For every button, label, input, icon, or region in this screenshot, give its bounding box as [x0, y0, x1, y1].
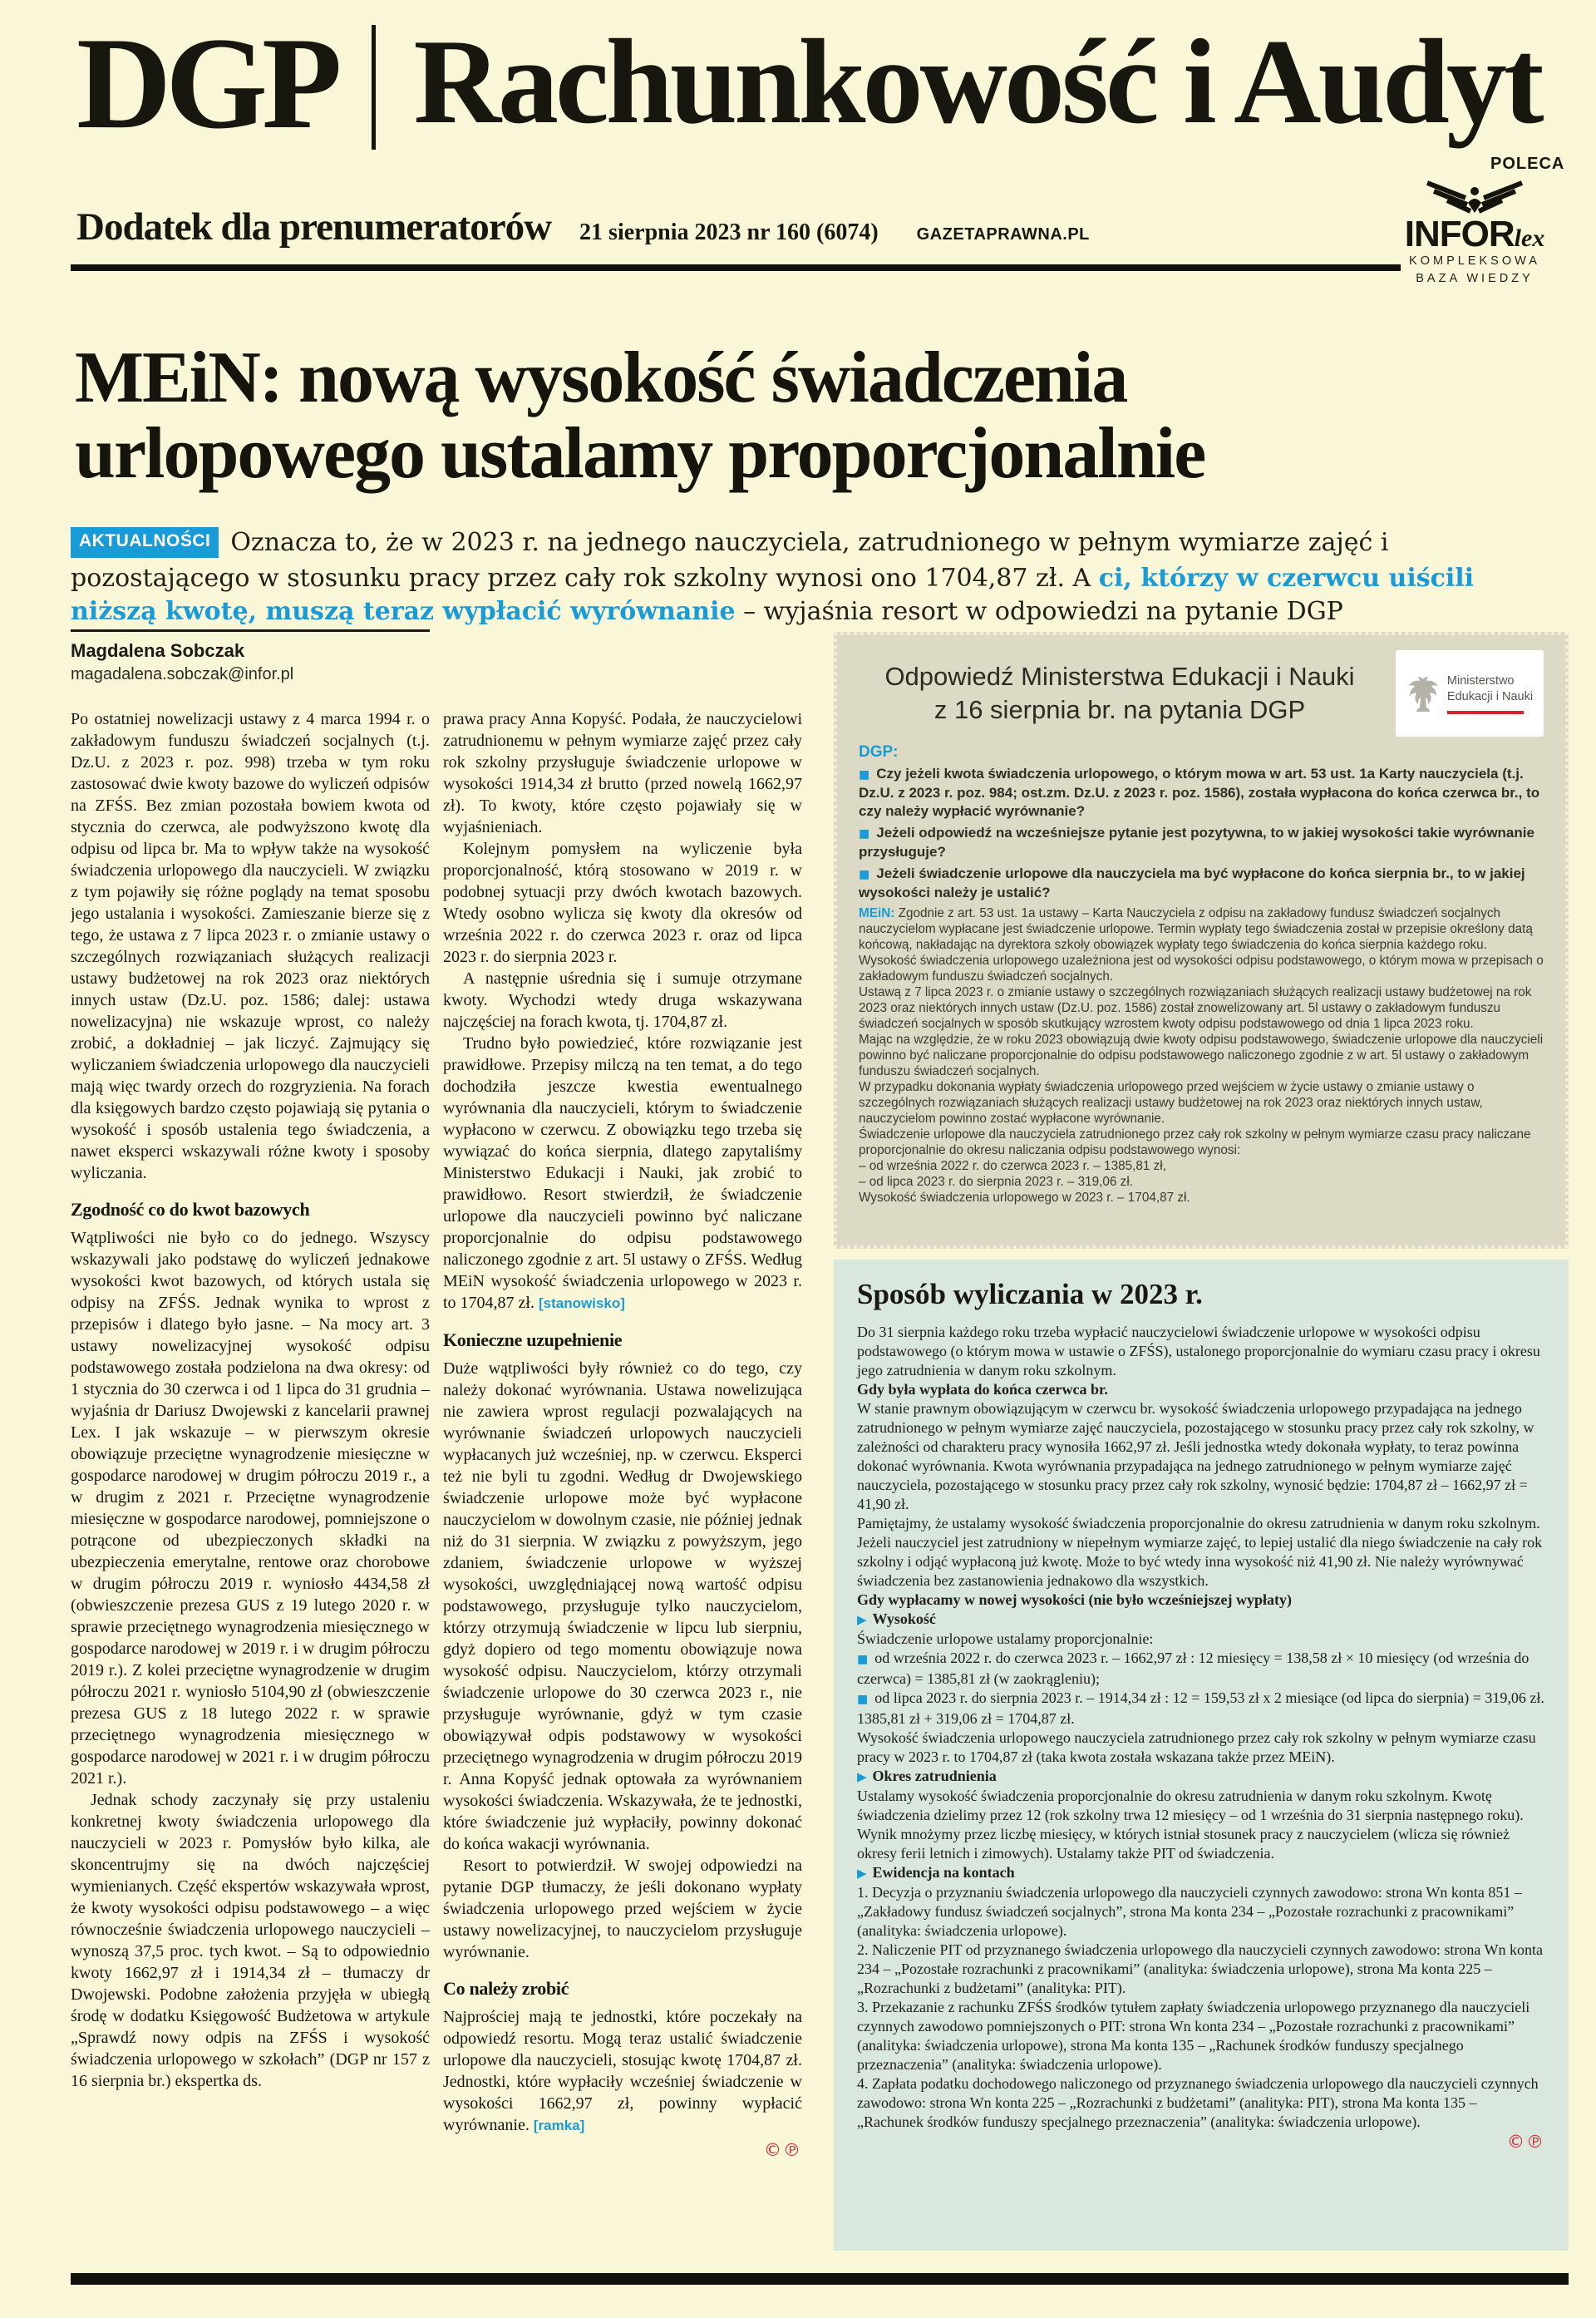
- arrow-icon: ▶: [857, 1866, 867, 1881]
- ministry-answer: [859, 905, 1544, 1206]
- lead-highlight: ci, którzy w czerwcu uiścili niższą kwotę, muszą teraz wypłacić wyrównanie: [71, 563, 1475, 627]
- paragraph: Po ostatniej nowelizacji ustawy z 4 marca 1994 r. o zakładowym funduszu świadczeń socjalnych (t.j. Dz.U. z 2023 r. poz. 998) trzeba w tym roku zastosować dwie kwoty bazowe do wyliczeń odpisów na ZFŚS. Bez zmian pozostała bowiem kwota od stycznia do czerwca, ale podwyższono kwotę dla odpisu od lipca br. Ma to wpływ także na wysokość świadczenia urlopowego dla nauczycieli. W związku z tym pojawiły się różne poglądy na temat sposobu jego ustalania i wysokości. Zamieszanie bierze się z tego, że ustawa z 7 lipca 2023 r. o zmianie ustawy o szczególnych rozwiązaniach służących realizacji ustawy budżetowej na rok 2023 oraz niektórych innych ustaw (Dz.U. poz. 1586; dalej: ustawa nowelizacyjna) nie wskazuje wprost, co należy zrobić, a dokładniej – jak liczyć. Zajmujący się wyliczaniem świadczenia urlopowego dla nauczycieli mają więc twardy orzech do rozgryzienia. Na forach dla księgowych bardzo często pojawiają się pytania o wysokość i sposób ustalenia tego świadczenia, a nawet eksperci wskazywali różne kwoty i sposoby wyliczania.: [71, 710, 430, 1182]
- answer-list-item: – od września 2022 r. do czerwca 2023 r. – 1385,81 zł,: [859, 1159, 1166, 1173]
- arrow-icon: ▶: [857, 1612, 867, 1627]
- paragraph: Trudno było powiedzieć, które rozwiązanie jest prawidłowe. Przepisy milczą na ten temat, a do tego dochodziła jeszcze kwestia ewentualnego wyrównania dla nauczycieli, którym to świadczenie wypłacono w czerwcu. Z obowiązku tego trzeba się wywiązać do końca sierpnia, dlatego zapytaliśmy Ministerstwo Edukacji i Nauki, jak zrobić to prawidłowo. Resort stwierdził, że świadczenie urlopowe dla nauczycieli powinno być naliczane proporcjonalnie do odpisu podstawowego naliczonego zgodnie z art. 5l ustawy o ZFŚS. Według MEiN wysokość świadczenia urlopowego w 2023 r. to 1704,87 zł. [stanowisko]: [443, 1034, 802, 1312]
- article-lead: AKTUALNOŚCI Oznacza to, że w 2023 r. na jednego nauczyciela, zatrudnionego w pełnym wymiarze zajęć i pozostającego w stosunku pracy przez cały rok szkolny wynosi ono 1704,87 zł. A ci, którzy w czerwcu uiścili niższą kwotę, muszą teraz wypłacić wyrównanie – wyjaśnia resort w odpowiedzi na pytanie DGP: [71, 528, 1475, 627]
- ministry-logo-underline: [1447, 711, 1524, 714]
- arrow-icon: ▶: [857, 1769, 867, 1784]
- issue-date: 21 sierpnia 2023 nr 160 (6074): [579, 219, 879, 245]
- question-item: ■ Czy jeżeli kwota świadczenia urlopowego, o którym mowa w art. 53 ust. 1a Karty nauczyciela (t.j. Dz.U. z 2023 r. poz. 984; ost.zm. Dz.U. z 2023 r. poz. 1586), została wypłacona do końca czerwca br., to czy należy wypłacić wyrównanie?: [859, 766, 1540, 819]
- paragraph: Wysokość świadczenia urlopowego nauczyciela zatrudnionego przez cały rok szkolny w pełnym wymiarze czasu pracy w 2023 r. to 1704,87 zł (taka kwota została wskazana także przez MEiN).: [857, 1729, 1536, 1765]
- paragraph: Kolejnym pomysłem na wyliczenie była proporcjonalność, którą stosowano w 2019 r. w podobnej sytuacji przy dwóch kwotach bazowych. Wtedy osobno wylicza się kwoty dla okresów od września 2022 r. do czerwca 2023 r. oraz od lipca 2023 r. do sierpnia 2023 r.: [443, 840, 802, 966]
- sub-heading: ▶ Okres zatrudnienia: [857, 1768, 997, 1784]
- ramka-reference-tag: [ramka]: [533, 2118, 585, 2133]
- masthead: [76, 11, 1541, 168]
- bullet-square-icon: ■: [859, 768, 870, 782]
- ministry-logo: [1396, 650, 1544, 737]
- ministry-eagle-icon: [1406, 674, 1440, 713]
- article-headline: MEiN: nową wysokość świadczenia urlopowego ustalamy proporcjonalnie: [75, 337, 1205, 495]
- section-heading: Zgodność co do kwot bazowych: [71, 1199, 310, 1220]
- mein-label: MEiN:: [859, 906, 895, 920]
- numbered-item: 4. Zapłata podatku dochodowego naliczonego od przyznanego świadczenia urlopowego dla nauczycieli czynnych zawodowo: strona Wn konta 225 – „Rozrachunki z budżetami” (analityka: PIT), strona Ma konta 135 – „Rachunek środków funduszy specjalnego przeznaczenia” (analityka: świadczenia urlopowe).: [857, 2075, 1539, 2130]
- section-heading: Co należy zrobić: [443, 1978, 569, 1999]
- poleca-label: POLECA: [1490, 155, 1565, 173]
- author-email: magadalena.sobczak@infor.pl: [71, 665, 294, 683]
- answer-paragraph: Świadczenie urlopowe dla nauczyciela zatrudnionego przez cały rok szkolny w pełnym wymiarze czasu pracy naliczane proporcjonalnie do okresu naliczania odpisu podstawowego wynosi:: [859, 1127, 1531, 1157]
- infor-wordmark: INFORlex: [1404, 214, 1545, 254]
- calculation-box: [834, 1260, 1569, 2251]
- byline-rule: [71, 629, 430, 632]
- numbered-item: 1. Decyzja o przyznaniu świadczenia urlopowego dla nauczycieli czynnych zawodowo: strona Wn konta 851 – „Zakładowy fundusz świadczeń socjalnych”, strona Ma konta 234 – „Pozostałe rozrachunki z pracownikami” (analityka: świadczenia urlopowe).: [857, 1884, 1522, 1939]
- dgp-question-label: DGP:: [859, 743, 899, 761]
- website-label: GAZETAPRAWNA.PL: [916, 225, 1090, 244]
- subscriber-supplement-label: Dodatek dla prenumeratorów: [76, 205, 552, 249]
- sub-heading: Gdy wypłacamy w nowej wysokości (nie było wcześniejszej wypłaty): [857, 1591, 1292, 1608]
- paragraph: W stanie prawnym obowiązującym w czerwcu br. wysokość świadczenia urlopowego przypadająca na jednego zatrudnionego w pełnym wymiarze zajęć nauczyciela, pozostającego w stosunku pracy przez cały rok szkolny, w zależności od charakteru pracy wynosiła 1662,97 zł. Jeśli jednostka wtedy dokonała wypłaty, to teraz powinna dokonać wyrównania. Kwota wyrównania przypadająca na jednego zatrudnionego w pełnym wymiarze zajęć nauczyciela, pozostającego w stosunku pracy przez cały rok szkolny, wynosić będzie: 1704,87 zł – 1662,97 zł = 41,90 zł.: [857, 1400, 1534, 1512]
- bullet-square-icon: ■: [857, 1653, 869, 1666]
- masthead-subrow: [76, 205, 1090, 249]
- bullet-item: ■ od lipca 2023 r. do sierpnia 2023 r. – 1914,34 zł : 12 = 159,53 zł x 2 miesiące (od lipca do sierpnia) = 319,06 zł.: [857, 1689, 1544, 1706]
- paragraph: Duże wątpliwości były również co do tego, czy należy dokonać wyrównania. Ustawa nowelizująca nie zawiera wprost regulacji pozwalających na wyrównanie świadczeń urlopowych nauczycieli wypłacanych już wcześniej, np. w czerwcu. Eksperci też nie byli tu zgodni. Według dr Dwojewskiego świadczenie urlopowe może być wypłacone nauczycielom w dowolnym czasie, nie później jednak niż do 31 sierpnia. W związku z powyższym, jego zdaniem, świadczenie urlopowe w wyższej wysokości, uwzględniającej nową wartość odpisu podstawowego, przysługuje tylko nauczycielom, którzy otrzymują świadczenie w lipcu lub sierpniu, gdyż dopiero od tego momentu obowiązuje nowa wysokość odpisu. Nauczycielom, którzy otrzymali świadczenie urlopowe do 30 czerwca 2023 r., nie przysługuje wyrównanie, gdyż w tym czasie obowiązywał odpis podstawowy w wysokości przeciętnego wynagrodzenia w drugim półroczu 2019 r. Anna Kopyść jednak optowała za wyrównaniem wysokości świadczenia. Wskazywała, że te jednostki, które świadczenie już wypłaciły, powinny dokonać do końca wakacji wyrównania.: [443, 1359, 802, 1853]
- answer-paragraph: Ustawą z 7 lipca 2023 r. o zmianie ustawy o szczególnych rozwiązaniach służących realizacji ustawy budżetowej na rok 2023 oraz niektórych innych ustaw (Dz.U. poz. 1586) został znowelizowany art. 5l ustawy o zakładowym funduszu świadczeń socjalnych w sposób skutkujący wzrostem kwoty odpisu podstawowego od dnia 1 lipca 2023 roku.: [859, 985, 1532, 1031]
- sub-heading: ▶ Wysokość: [857, 1610, 936, 1627]
- bullet-square-icon: ■: [859, 868, 870, 881]
- paragraph: Resort to potwierdził. W swojej odpowiedzi na pytanie DGP tłumaczy, że jeśli dokonano wypłaty świadczenia urlopowego przed wejściem w życie ustawy nowelizacyjnej, to nauczycielom przysługuje wyrównanie.: [443, 1857, 802, 1961]
- bottom-rule: [71, 2273, 1569, 2285]
- masthead-rule: [71, 264, 1401, 271]
- paragraph: Do 31 sierpnia każdego roku trzeba wypłacić nauczycielowi świadczenie urlopowe w wysokości odpisu podstawowego (o którym mowa w ustawie o ZFŚS), ustalonego proporcjonalnie do wymiaru czasu pracy i okresu jego zatrudnienia w danym roku szkolnym.: [857, 1324, 1540, 1378]
- article-column-2: [443, 708, 802, 2270]
- copyright-mark: ©℗: [1507, 2132, 1545, 2152]
- ministry-box-header: [859, 650, 1544, 737]
- supplement-title: Rachunkowość i Audyt: [413, 14, 1541, 149]
- ministry-response-box: [834, 632, 1569, 1249]
- section-tag-badge: AKTUALNOŚCI: [71, 527, 219, 558]
- copyright-mark: ©℗: [764, 2140, 802, 2160]
- paragraph: prawa pracy Anna Kopyść. Podała, że nauczycielowi zatrudnionemu w pełnym wymiarze zajęć przez cały rok szkolny przysługuje świadczenie urlopowe w wysokości 1914,34 zł brutto (przed nowelą 1662,97 zł). To kwoty, które często pojawiały się w wyjaśnieniach.: [443, 710, 802, 836]
- bullet-square-icon: ■: [857, 1693, 869, 1706]
- ministry-logo-text: Ministerstwo Edukacji i Nauki: [1447, 673, 1533, 714]
- stanowisko-reference-tag: [stanowisko]: [539, 1295, 625, 1311]
- answer-paragraph: Wysokość świadczenia urlopowego uzależniona jest od wysokości odpisu podstawowego, o którym mowa w przepisach o zakładowym funduszu świadczeń socjalnych.: [859, 954, 1544, 984]
- masthead-divider: [372, 25, 376, 150]
- dgp-logo: DGP: [76, 11, 337, 156]
- inforlex-logo: [1395, 178, 1554, 288]
- sub-heading: Gdy była wypłata do końca czerwca br.: [857, 1381, 1108, 1398]
- paragraph: A następnie uśrednia się i sumuje otrzymane kwoty. Wychodzi wtedy druga wskazywana najczęściej na forach kwota, tj. 1704,87 zł.: [443, 969, 802, 1031]
- bullet-square-icon: ■: [859, 827, 870, 841]
- answer-list-item: – od lipca 2023 r. do sierpnia 2023 r. – 319,06 zł.: [859, 1175, 1133, 1189]
- section-heading: Konieczne uzupełnienie: [443, 1329, 623, 1350]
- ministry-box-title: Odpowiedź Ministerstwa Edukacji i Nauki z 16 sierpnia br. na pytania DGP: [884, 662, 1355, 724]
- paragraph: Pamiętajmy, że ustalamy wysokość świadczenia proporcjonalnie do okresu zatrudnienia w danym roku szkolnym. Jeżeli nauczyciel jest zatrudniony w niepełnym wymiarze zajęć, to lepiej ustalić dla niego świadczenie na cały rok szkolny i odjąć wypłaconą już kwotę. Może to być wtedy inna wysokość niż 41,90 zł. Nie należy wyrównywać świadczenia bez zastanowienia jednakowo dla wszystkich.: [857, 1515, 1543, 1589]
- numbered-item: 2. Naliczenie PIT od przyznanego świadczenia urlopowego dla nauczycieli czynnych zawodowo: strona Wn konta 234 – „Pozostałe rozrachunki z pracownikami” (analityka: świadczenia urlopowe), strona Ma konta 225 – „Rozrachunki z budżetami” (analityka: PIT).: [857, 1941, 1544, 1996]
- paragraph: Najprościej mają te jednostki, które poczekały na odpowiedź resortu. Mogą teraz ustalić świadczenie urlopowe dla nauczycieli, stosując kwotę 1704,87 zł. Jednostki, które wypłaciły wcześniej świadczenie w wysokości 1662,97 zł, powinny wypłacić wyrównanie. [ramka]: [443, 2008, 802, 2134]
- answer-paragraph: Wysokość świadczenia urlopowego w 2023 r. – 1704,87 zł.: [859, 1191, 1190, 1205]
- article-column-1: [71, 708, 430, 2270]
- sub-heading: ▶ Ewidencja na kontach: [857, 1864, 1015, 1881]
- author-name: Magdalena Sobczak: [71, 640, 245, 661]
- numbered-item: 3. Przekazanie z rachunku ZFŚS środków tytułem zapłaty świadczenia urlopowego przyznanego dla nauczycieli czynnych zawodowo pomniejszonych o PIT: strona Wn konta 234 – „Pozostałe rozrachunki z pracownikami” (analityka: świadczenia urlopowe), strona Ma konta 135 – „Rachunek środków funduszy specjalnego przeznaczenia” (analityka: świadczenia urlopowe).: [857, 1999, 1530, 2073]
- infor-tagline: KOMPLEKSOWA BAZA WIEDZY: [1409, 254, 1540, 285]
- paragraph: Ustalamy wysokość świadczenia proporcjonalnie do okresu zatrudnienia w danym roku szkolnym. Kwotę świadczenia dzielimy przez 12 (rok szkolny trwa 12 miesięcy – od 1 września do 31 sierpnia następnego roku). Wynik mnożymy przez liczbę miesięcy, w których istniał stosunek pracy z nauczycielem (wlicza się również okresy ferii letnich i zimowych). Ustalamy także PIT od świadczenia.: [857, 1788, 1524, 1862]
- calculation-box-title: Sposób wyliczania w 2023 r.: [857, 1278, 1203, 1310]
- paragraph: Wątpliwości nie było co do jednego. Wszyscy wskazywali jako podstawę do wyliczeń jednakowe wysokości kwot bazowych, od których ustala się odpisy na ZFŚS. Jednak wynika to wprost z przepisów i dlatego było jasne. – Na mocy art. 3 ustawy nowelizacyjnej wysokość odpisu podstawowego została podzielona na dwa okresy: od 1 stycznia do 30 czerwca i od 1 lipca do 31 grudnia – wyjaśnia dr Dariusz Dwojewski z kancelarii prawnej Lex. I jak wskazuje – w pierwszym okresie obowiązuje przeciętne wynagrodzenie miesięczne w gospodarce narodowej w drugim półroczu 2019 r., a w drugim z 2021 r. Przeciętne wynagrodzenie miesięczne w gospodarce narodowej, pomniejszone o potrącone od ubezpieczonych składki na ubezpieczenia emerytalne, rentowe oraz chorobowe w drugim półroczu 2019 r. wyniosło 4434,58 zł (obwieszczenie prezesa GUS z 19 lutego 2020 r. w sprawie przeciętnego wynagrodzenia miesięcznego w gospodarce narodowej w 2019 r. i w drugim półroczu 2019 r.). Z kolei przeciętne wynagrodzenie w drugim półroczu 2021 r. wyniosło 5104,90 zł (obwieszczenie prezesa GUS z 18 lutego 2022 r. w sprawie przeciętnego wynagrodzenia miesięcznego w gospodarce narodowej w 2021 r. i w drugim półroczu 2021 r.).: [71, 1229, 430, 1788]
- answer-paragraph: W przypadku dokonania wypłaty świadczenia urlopowego przed wejściem w życie ustawy o zmianie ustawy o szczególnych rozwiązaniach służących realizacji ustawy budżetowej na rok 2023 oraz niektórych innych ustaw, nauczycielom powinno zostać wypłacone wyrównanie.: [859, 1080, 1483, 1126]
- question-item: ■ Jeżeli świadczenie urlopowe dla nauczyciela ma być wypłacone do końca sierpnia br., to w jakiej wysokości należy je ustalić?: [859, 866, 1525, 900]
- paragraph: Świadczenie urlopowe ustalamy proporcjonalnie:: [857, 1630, 1154, 1647]
- bullet-item: ■ od września 2022 r. do czerwca 2023 r. – 1662,97 zł : 12 miesięcy = 138,58 zł × 10 miesięcy (od września do czerwca) = 1385,81 zł (w zaokrągleniu);: [857, 1650, 1530, 1687]
- inforlex-book-icon: [1422, 178, 1527, 215]
- question-item: ■ Jeżeli odpowiedź na wcześniejsze pytanie jest pozytywna, to w jakiej wysokości takie wyrównanie przysługuje?: [859, 825, 1534, 860]
- answer-paragraph: MEiN: Zgodnie z art. 53 ust. 1a ustawy – Karta Nauczyciela z odpisu na zakładowy fundusz świadczeń socjalnych nauczycielom wypłacane jest świadczenie urlopowe. Termin wypłaty tego świadczenia został w przepisie określony datą końcową, nakładając na dyrektora szkoły obowiązek wypłaty tego świadczenia do końca sierpnia każdego roku.: [859, 906, 1533, 952]
- formula: 1385,81 zł + 319,06 zł = 1704,87 zł.: [857, 1710, 1075, 1727]
- answer-paragraph: Mając na względzie, że w roku 2023 obowiązują dwie kwoty odpisu podstawowego, świadczenie urlopowe dla nauczycieli powinno być naliczane proporcjonalnie do odpisu podstawowego naliczonego zgodnie z w art. 5l ustawy o zakładowym funduszu świadczeń socjalnych.: [859, 1033, 1544, 1078]
- paragraph: Jednak schody zaczynały się przy ustaleniu konkretnej kwoty świadczenia urlopowego dla nauczycieli w 2023 r. Pomysłów było kilka, ale skoncentrujmy się na dwóch najczęściej wymienianych. Część ekspertów wskazywała wprost, że kwoty wysokości odpisu podstawowego – a więc równocześnie świadczenia urlopowego nauczycieli – wynoszą 37,5 proc. tych kwot. – Są to odpowiednio kwoty 1662,97 zł i 1914,34 zł – tłumaczy dr Dwojewski. Podobne założenia przyjęła w ubiegłą środę w dodatku Księgowość Budżetowa w artykule „Sprawdź nowy odpis na ZFŚS i wysokość świadczenia urlopowego w szkołach” (DGP nr 157 z 16 sierpnia br.) ekspertka ds.: [71, 1791, 430, 2090]
